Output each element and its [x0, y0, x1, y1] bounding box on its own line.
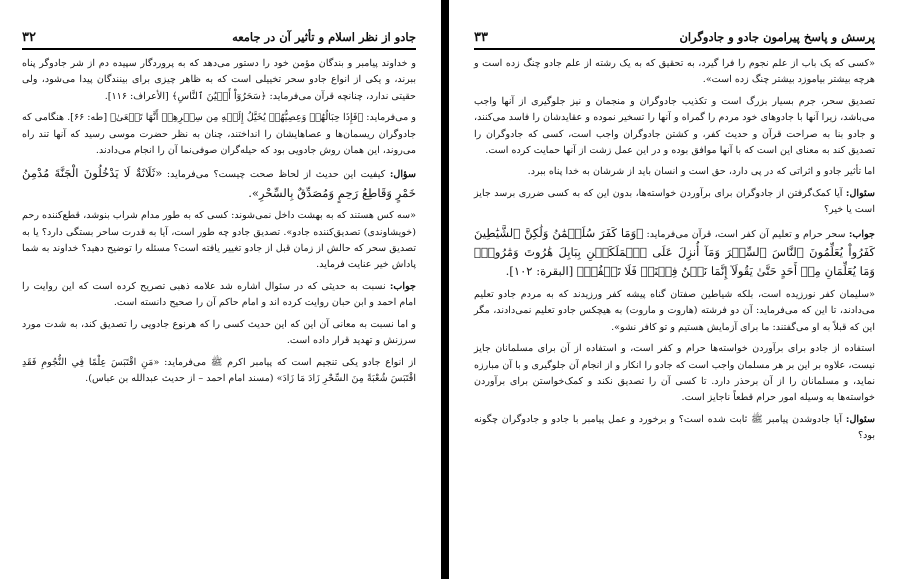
right-page-title: پرسش و پاسخ پیرامون جادو و جادوگران — [679, 30, 875, 44]
paragraph: استفاده از جادو برای برآوردن خواسته‌ها حرام و کفر است، و استفاده از آن برای مسلمانان جایز نیست، علاوه بر این بر هر مسلمان واجب است که جادو را انکار و از انجام آن جلوگیری و با آن مبارزه نماید، و مسلمانان را از آن برحذر دارد. تا کسی آن را تصدیق نکند و کمک‌خواستن برای برآوردن خواسته‌ها به وسیله امور حرام قطعاً ناجایز است. — [474, 343, 875, 404]
question-label: سؤال: — [389, 169, 416, 181]
page-gutter — [441, 0, 449, 579]
left-page-header — [22, 30, 416, 50]
left-page — [0, 0, 440, 579]
right-page — [450, 0, 897, 579]
paragraph: تصدیق سحر، جرم بسیار بزرگ است و تکذیب جادوگران و منجمان و نیز جلوگیری از آنها واجب می‌باشد، زیرا آنها با جادوهای خود مردم را گمراه و آنها را تسخیر نموده و عقایدشان را فاسد می‌کنند، و جادو بنا به صراحت قرآن و حدیث کفر، و کشتن جادوگران واجب است، کسی که جادوگران را تصدیق کند به معنای این است که با آنها موافق بوده و در این عمل زشت از آنها حمایت کرده است. — [474, 95, 875, 157]
paragraph: و می‌فرماید: ﴿فَإِذَا حِبَالُهُمۡ وَعِصِيُّهُمۡ يُخَيَّلُ إِلَيۡهِ مِن سِحۡرِهِمۡ أَنَّهَا تَسۡعَىٰ﴾ [طه: ۶۶]. هنگامی که جادوگران ریسمان‌ها و عصاهایشان را انداختند، چنان به نظر حضرت موسی رسید که آنها تند راه می‌روند، این همان روش جادویی بود که حیله‌گران صوفی‌نما آن را انجام می‌دادند. — [22, 112, 416, 157]
question-text: کیفیت این حدیث از لحاظ صحت چیست؟ می‌فرماید: — [166, 169, 386, 181]
paragraph: «سلیمان کفر نورزیده است، بلکه شیاطین صفتان گناه پیشه کفر ورزیدند که به مردم جادو تعلیم می‌دادند، تا این که می‌فرماید: آن دو فرشته (هاروت و ماروت) به هیچکس جادو تعلیم نمی‌دادند، مگر این که قبلاً به او می‌گفتند: ما برای آزمایش هستیم و تو کافر نشو». — [474, 288, 875, 333]
hadith-quote: «ثَلَاثَةٌ لَا يَدْخُلُونَ الْجَنَّةَ مُدْمِنُ خَمْرٍ وَقَاطِعُ رَحِمٍ وَمُصَدِّقٌ بِالسِّحْرِ». — [22, 166, 416, 200]
paragraph: و اما نسبت به معانی آن این که این حدیث کسی را که هرنوع جادویی را تصدیق کند، به شدت مورد سرزنش و تهدید قرار داده است. — [22, 318, 416, 347]
answer-text: سحر حرام و تعلیم آن کفر است، قرآن می‌فرماید: — [646, 228, 846, 240]
paragraph: «کسی که یک باب از علم نجوم را فرا گیرد، به تحقیق که به یک رشته از علم جادو چنگ زده است و هرچه بیشتر بیاموزد بیشتر چنگ زده است». — [474, 58, 875, 86]
quran-verse: ﴿وَمَا كَفَرَ سُلَيۡمَٰنُ وَلَٰكِنَّ ٱلشَّيَٰطِينَ كَفَرُواْ يُعَلِّمُونَ ٱلنَّاسَ ٱلسِّحۡرَ وَمَآ أُنزِلَ عَلَى ٱلۡمَلَكَيۡنِ بِبَابِلَ هَٰرُوتَ وَمَٰرُوتَۚ وَمَا يُعَلِّمَانِ مِنۡ أَحَدٍ حَتَّىٰ يَقُولَآ إِنَّمَا نَحۡنُ فِتۡنَةٞ فَلَا تَكۡفُرۡ﴾ [البقرة: ۱۰۲]. — [474, 225, 875, 279]
answer-label: جواب: — [389, 280, 416, 292]
answer-text: نسبت به حدیثی که در سئوال اشاره شد علامه ذهبی تصریح کرده است که این روایت را امام احمد و ابن حبان روایت کرده اند و امام حاکم آن را صحیح دانسته است. — [22, 280, 416, 309]
question-label: سئوال: — [845, 413, 875, 425]
left-page-title: جادو از نظر اسلام و تأثیر آن در جامعه — [232, 30, 416, 44]
paragraph: اما تأثیر جادو و اثراتی که در پی دارد، حق است و انسان باید از شرشان به خدا پناه ببرد. — [527, 166, 875, 178]
left-page-body — [22, 56, 416, 387]
right-page-header — [474, 30, 875, 50]
answer-label: جواب: — [848, 228, 875, 240]
left-page-number: ۳۲ — [22, 30, 36, 45]
answer — [474, 224, 875, 282]
question-label: سئوال: — [845, 187, 875, 199]
paragraph: «سه کس هستند که به بهشت داخل نمی‌شوند: کسی که به طور مدام شراب بنوشد، قطع‌کننده رحم (خویشاوندی) تصدیق‌کننده جادو». تصدیق جادو چه طور است، آیا به قدرت ساحر بستگی دارد؟ یا به تصدیق سحر که حالش از زمان قبل از جادو تغییر یافته است؟ مسئله را توضیح دهید؟ خداوند به شما پاداش خیر عنایت فرماید. — [22, 210, 416, 271]
right-page-number: ۳۳ — [474, 30, 488, 45]
question — [474, 186, 875, 219]
question-text: آیا جادوشدن پیامبر ﷺ ثابت شده است؟ و برخورد و عمل پیامبر با جادو و جادوگران چگونه بود؟ — [474, 413, 875, 442]
answer — [22, 279, 416, 312]
question — [474, 412, 875, 445]
right-page-body — [474, 56, 875, 445]
paragraph: و خداوند پیامبر و بندگان مؤمن خود را دستور می‌دهد که به پروردگار سپیده دم از شر جادوگر پناه ببرند، و یکی از انواع جادو سحر تخییلی است که به ظاهر چیزی برای بینندگان پیدا می‌شود، ولی حقیتی ندارد، چنانچه قرآن می‌فرماید: ﴿سَحَرُوٓاْ أَعۡيُنَ ٱلنَّاسِ﴾ [الأعراف: ۱۱۶]. — [22, 58, 416, 102]
question — [22, 164, 416, 203]
question-text: آیا کمک‌گرفتن از جادوگران برای برآوردن خواسته‌ها، بدون این که به کسی ضرری برسد جایز است یا خیر؟ — [474, 187, 875, 216]
paragraph: از انواع جادو یکی تنجیم است که پیامبر اکرم ﷺ می‌فرماید: «مَنِ اقْتَبَسَ عِلْمًا فِي النُّجُومِ فَقَدِ اقْتَبَسَ شُعْبَةً مِنَ السِّحْرِ زَادَ مَا زَادَ» (مسند امام احمد – از حدیث عبدالله بن عباس). — [22, 356, 416, 384]
